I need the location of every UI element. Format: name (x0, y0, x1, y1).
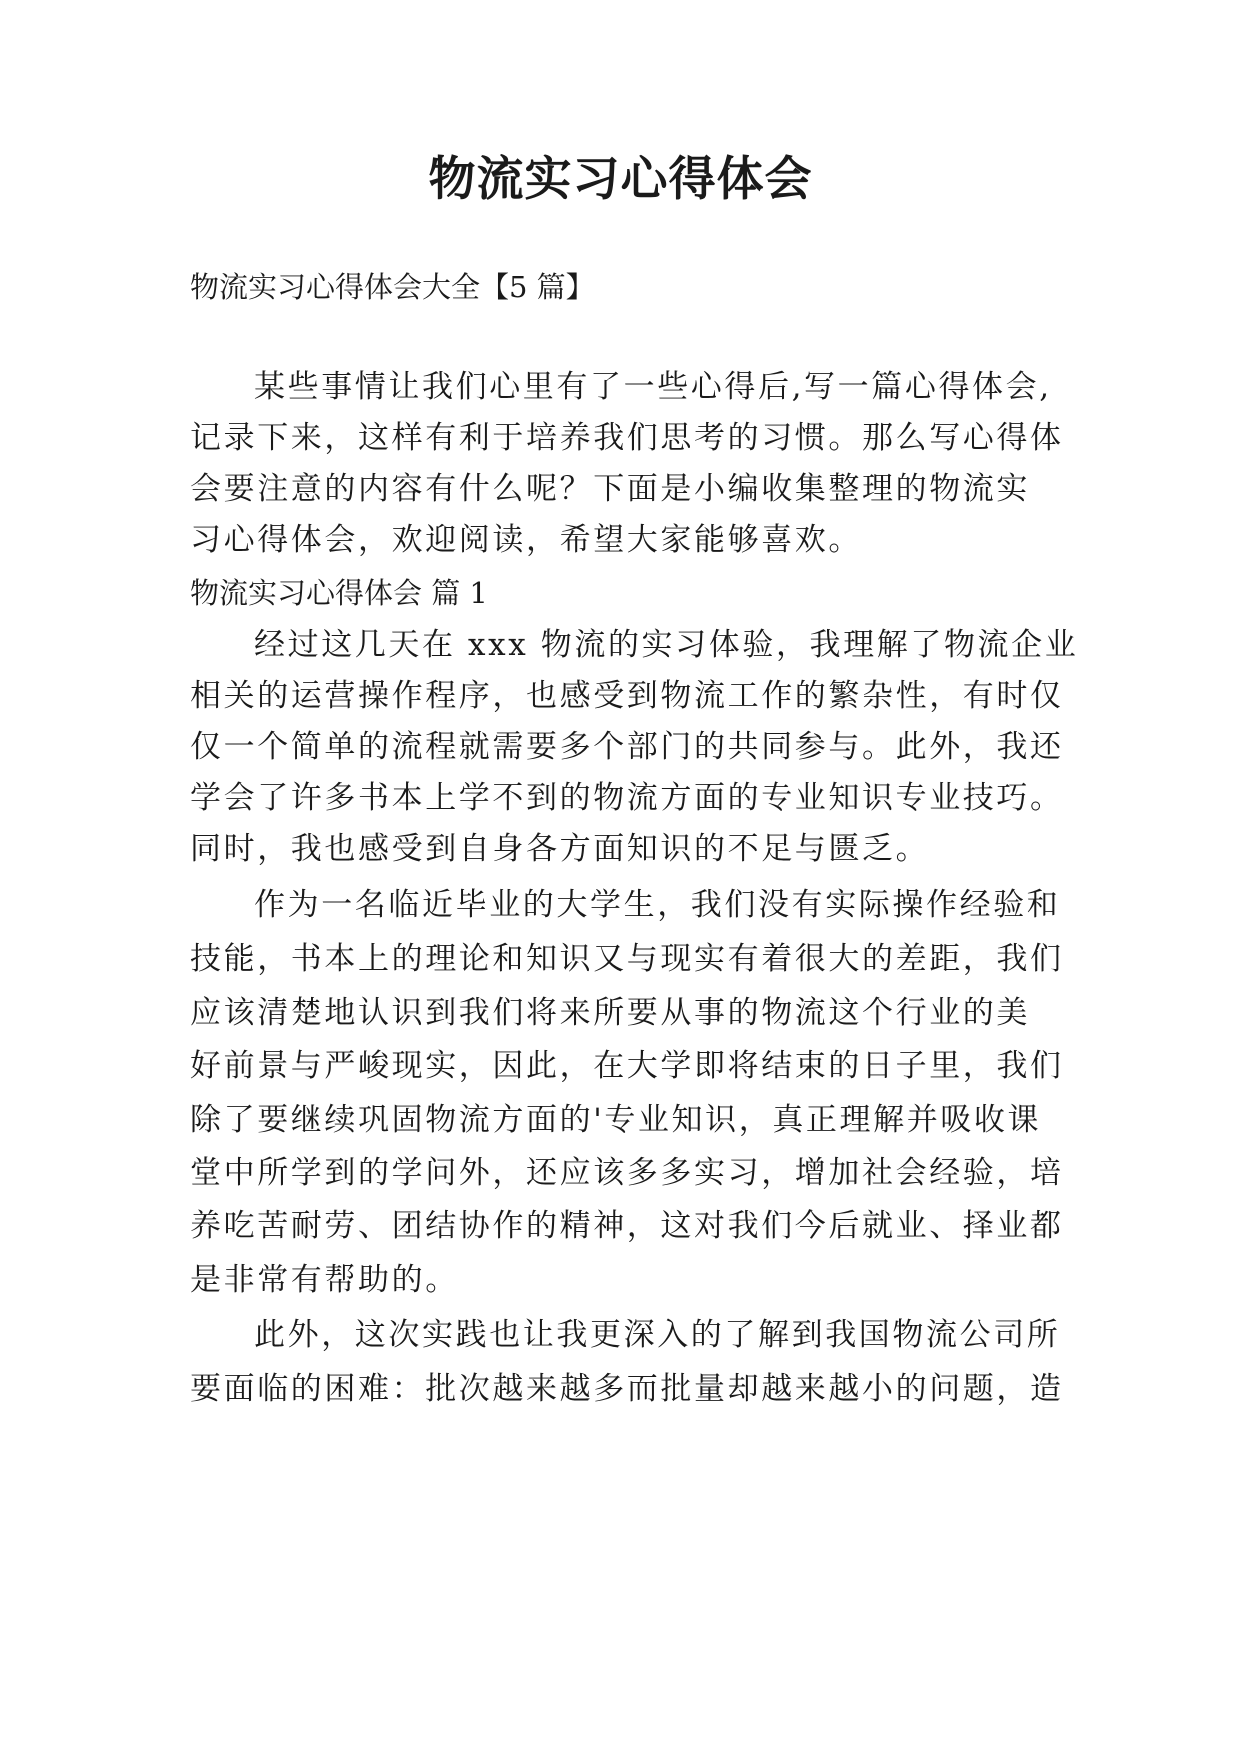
text-line: 作为一名临近毕业的大学生，我们没有实际操作经验和 (254, 887, 1061, 923)
text-line: 记录下来，这样有利于培养我们思考的习惯。那么写心得体 (190, 420, 1064, 456)
text-line: 应该清楚地认识到我们将来所要从事的物流这个行业的美 (190, 995, 1030, 1031)
text-line: 好前景与严峻现实，因此，在大学即将结束的日子里，我们 (190, 1048, 1064, 1084)
text-line: 经过这几天在 xxx 物流的实习体验，我理解了物流企业 (254, 627, 1079, 663)
text-line: 相关的运营操作程序，也感受到物流工作的繁杂性，有时仅 (190, 678, 1064, 714)
text-line: 此外，这次实践也让我更深入的了解到我国物流公司所 (254, 1317, 1061, 1353)
document-title: 物流实习心得体会 (428, 152, 813, 207)
text-line: 技能，书本上的理论和知识又与现实有着很大的差距，我们 (190, 941, 1064, 977)
text-line: 要面临的困难：批次越来越多而批量却越来越小的问题，造 (190, 1371, 1064, 1407)
text-line: 堂中所学到的学问外，还应该多多实习，增加社会经验，培 (190, 1155, 1064, 1191)
text-line: 习心得体会，欢迎阅读，希望大家能够喜欢。 (190, 522, 862, 558)
text-line: 会要注意的内容有什么呢？下面是小编收集整理的物流实 (190, 471, 1030, 507)
text-line: 除了要继续巩固物流方面的'专业知识，真正理解并吸收课 (190, 1102, 1042, 1138)
text-line: 某些事情让我们心里有了一些心得后,写一篇心得体会, (254, 369, 1052, 405)
text-line: 是非常有帮助的。 (190, 1262, 459, 1298)
document-subtitle: 物流实习心得体会大全【5 篇】 (190, 270, 595, 304)
text-line: 同时，我也感受到自身各方面知识的不足与匮乏。 (190, 831, 930, 867)
text-line: 学会了许多书本上学不到的物流方面的专业知识专业技巧。 (190, 780, 1064, 816)
text-line: 仅一个简单的流程就需要多个部门的共同参与。此外，我还 (190, 729, 1064, 765)
text-line: 养吃苦耐劳、团结协作的精神，这对我们今后就业、择业都 (190, 1208, 1064, 1244)
section-heading: 物流实习心得体会 篇 1 (190, 576, 488, 610)
